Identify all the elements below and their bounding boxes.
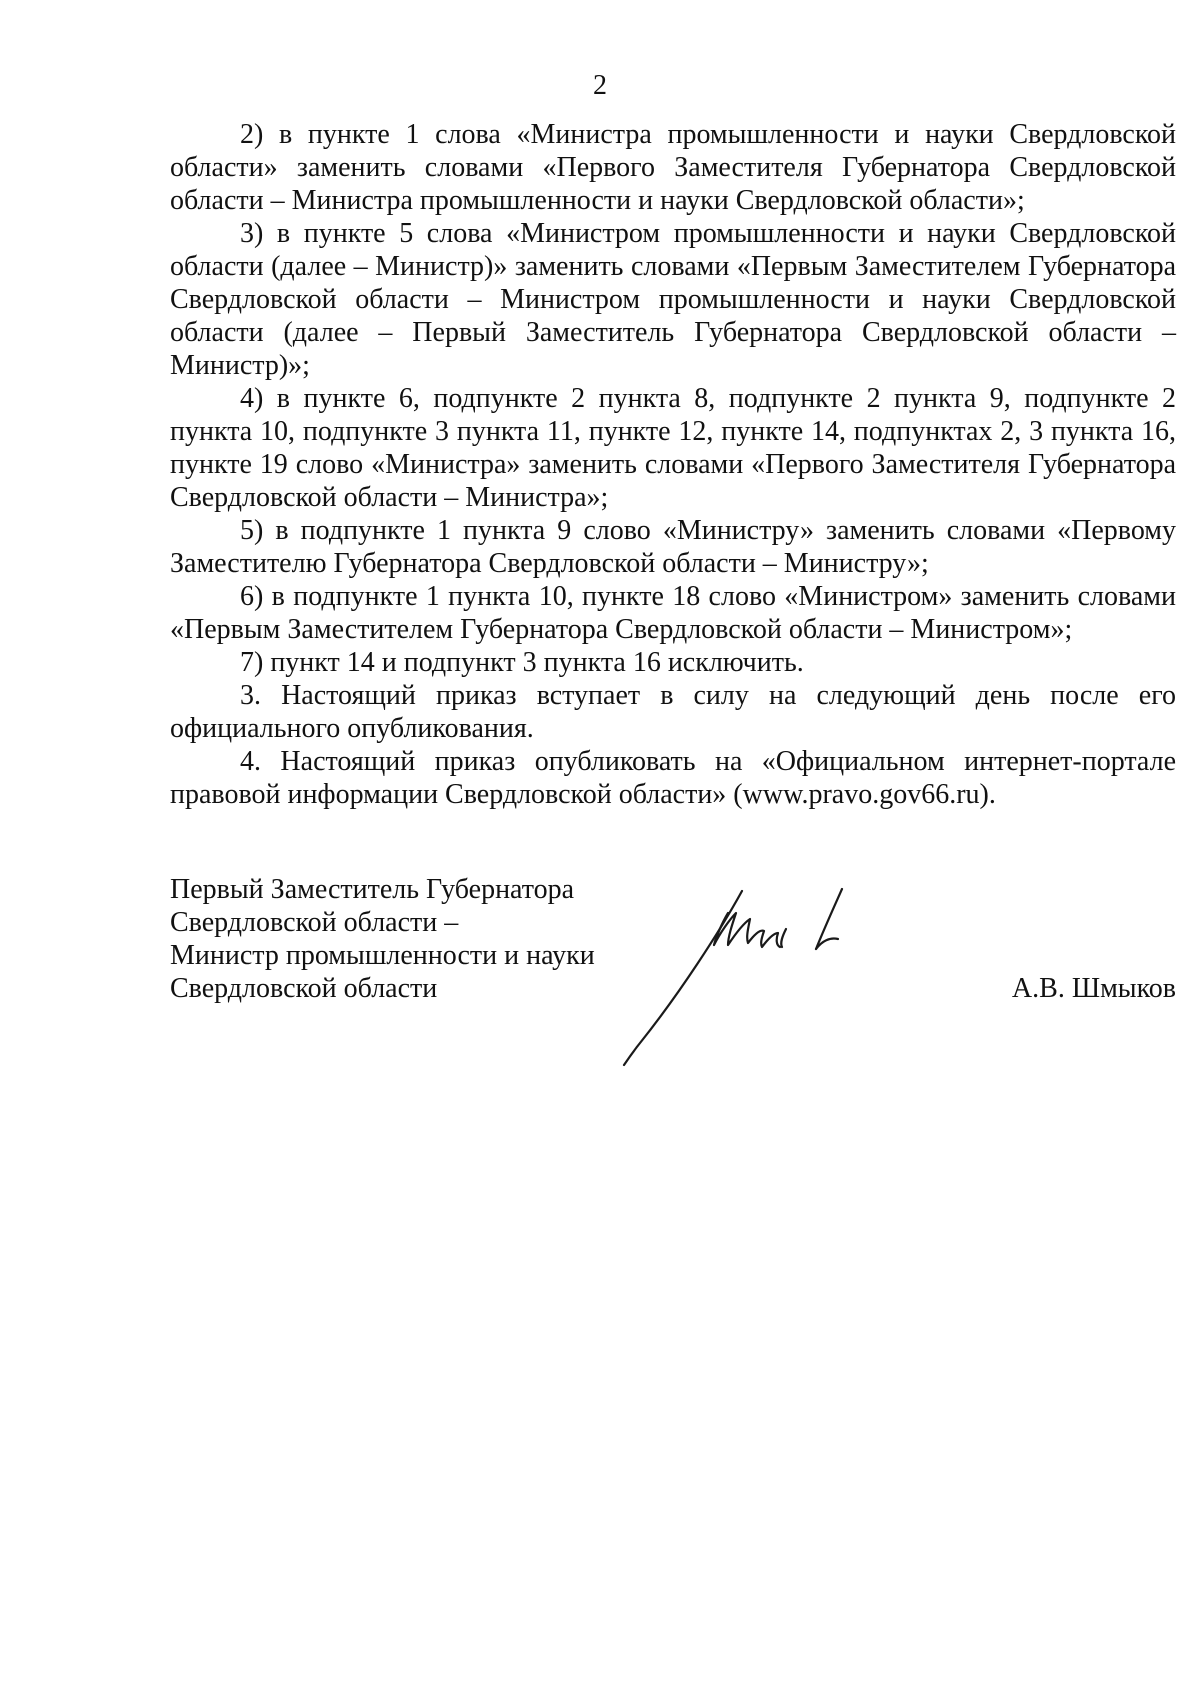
signer-position xyxy=(170,873,595,1005)
signer-position-line: Свердловской области xyxy=(170,973,438,1004)
page-number: 2 xyxy=(593,70,607,101)
paragraph-clause-3: 3. Настоящий приказ вступает в силу на следующий день после его официального опубликования. xyxy=(170,680,1176,744)
signer-position-line: Первый Заместитель Губернатора xyxy=(170,874,575,905)
signature-block xyxy=(170,873,1176,1093)
paragraph-item-5: 5) в подпункте 1 пункта 9 слово «Министру» заменить словами «Первому Заместителю Губернатора Свердловской области – Министру»; xyxy=(170,515,1176,579)
document-body xyxy=(170,118,1176,811)
paragraph-item-3: 3) в пункте 5 слова «Министром промышленности и науки Свердловской области (далее – Министр)» заменить словами «Первым Заместителем Губернатора Свердловской области – Министром промышленности и науки Свердловской области (далее – Первый Заместитель Губернатора Свердловской области – Министр)»; xyxy=(170,218,1176,381)
signer-name: А.В. Шмыков xyxy=(1011,973,1176,1004)
signature-stroke xyxy=(714,913,780,947)
signer-position-line: Министр промышленности и науки xyxy=(170,940,595,971)
paragraph-item-2: 2) в пункте 1 слова «Министра промышленности и науки Свердловской области» заменить словами «Первого Заместителя Губернатора Свердловской области – Министра промышленности и науки Свердловской области»; xyxy=(170,119,1176,216)
paragraph-item-4: 4) в пункте 6, подпункте 2 пункта 8, подпункте 2 пункта 9, подпункте 2 пункта 10, подпункте 3 пункта 11, пункте 12, пункте 14, подпунктах 2, 3 пункта 16, пункте 19 слово «Министра» заменить словами «Первого Заместителя Губернатора Свердловской области – Министра»; xyxy=(170,383,1176,513)
paragraph-item-6: 6) в подпункте 1 пункта 10, пункте 18 слово «Министром» заменить словами «Первым Заместителем Губернатора Свердловской области – Министром»; xyxy=(170,581,1176,645)
paragraph-clause-4: 4. Настоящий приказ опубликовать на «Официальном интернет-портале правовой информации Свердловской области» (www.pravo.gov66.ru). xyxy=(170,746,1176,810)
signature-stroke xyxy=(781,929,786,947)
handwritten-signature xyxy=(610,883,870,1083)
signature-stroke xyxy=(624,891,742,1065)
signer-position-line: Свердловской области – xyxy=(170,907,459,938)
paragraph-item-7: 7) пункт 14 и подпункт 3 пункта 16 исключить. xyxy=(240,647,804,678)
